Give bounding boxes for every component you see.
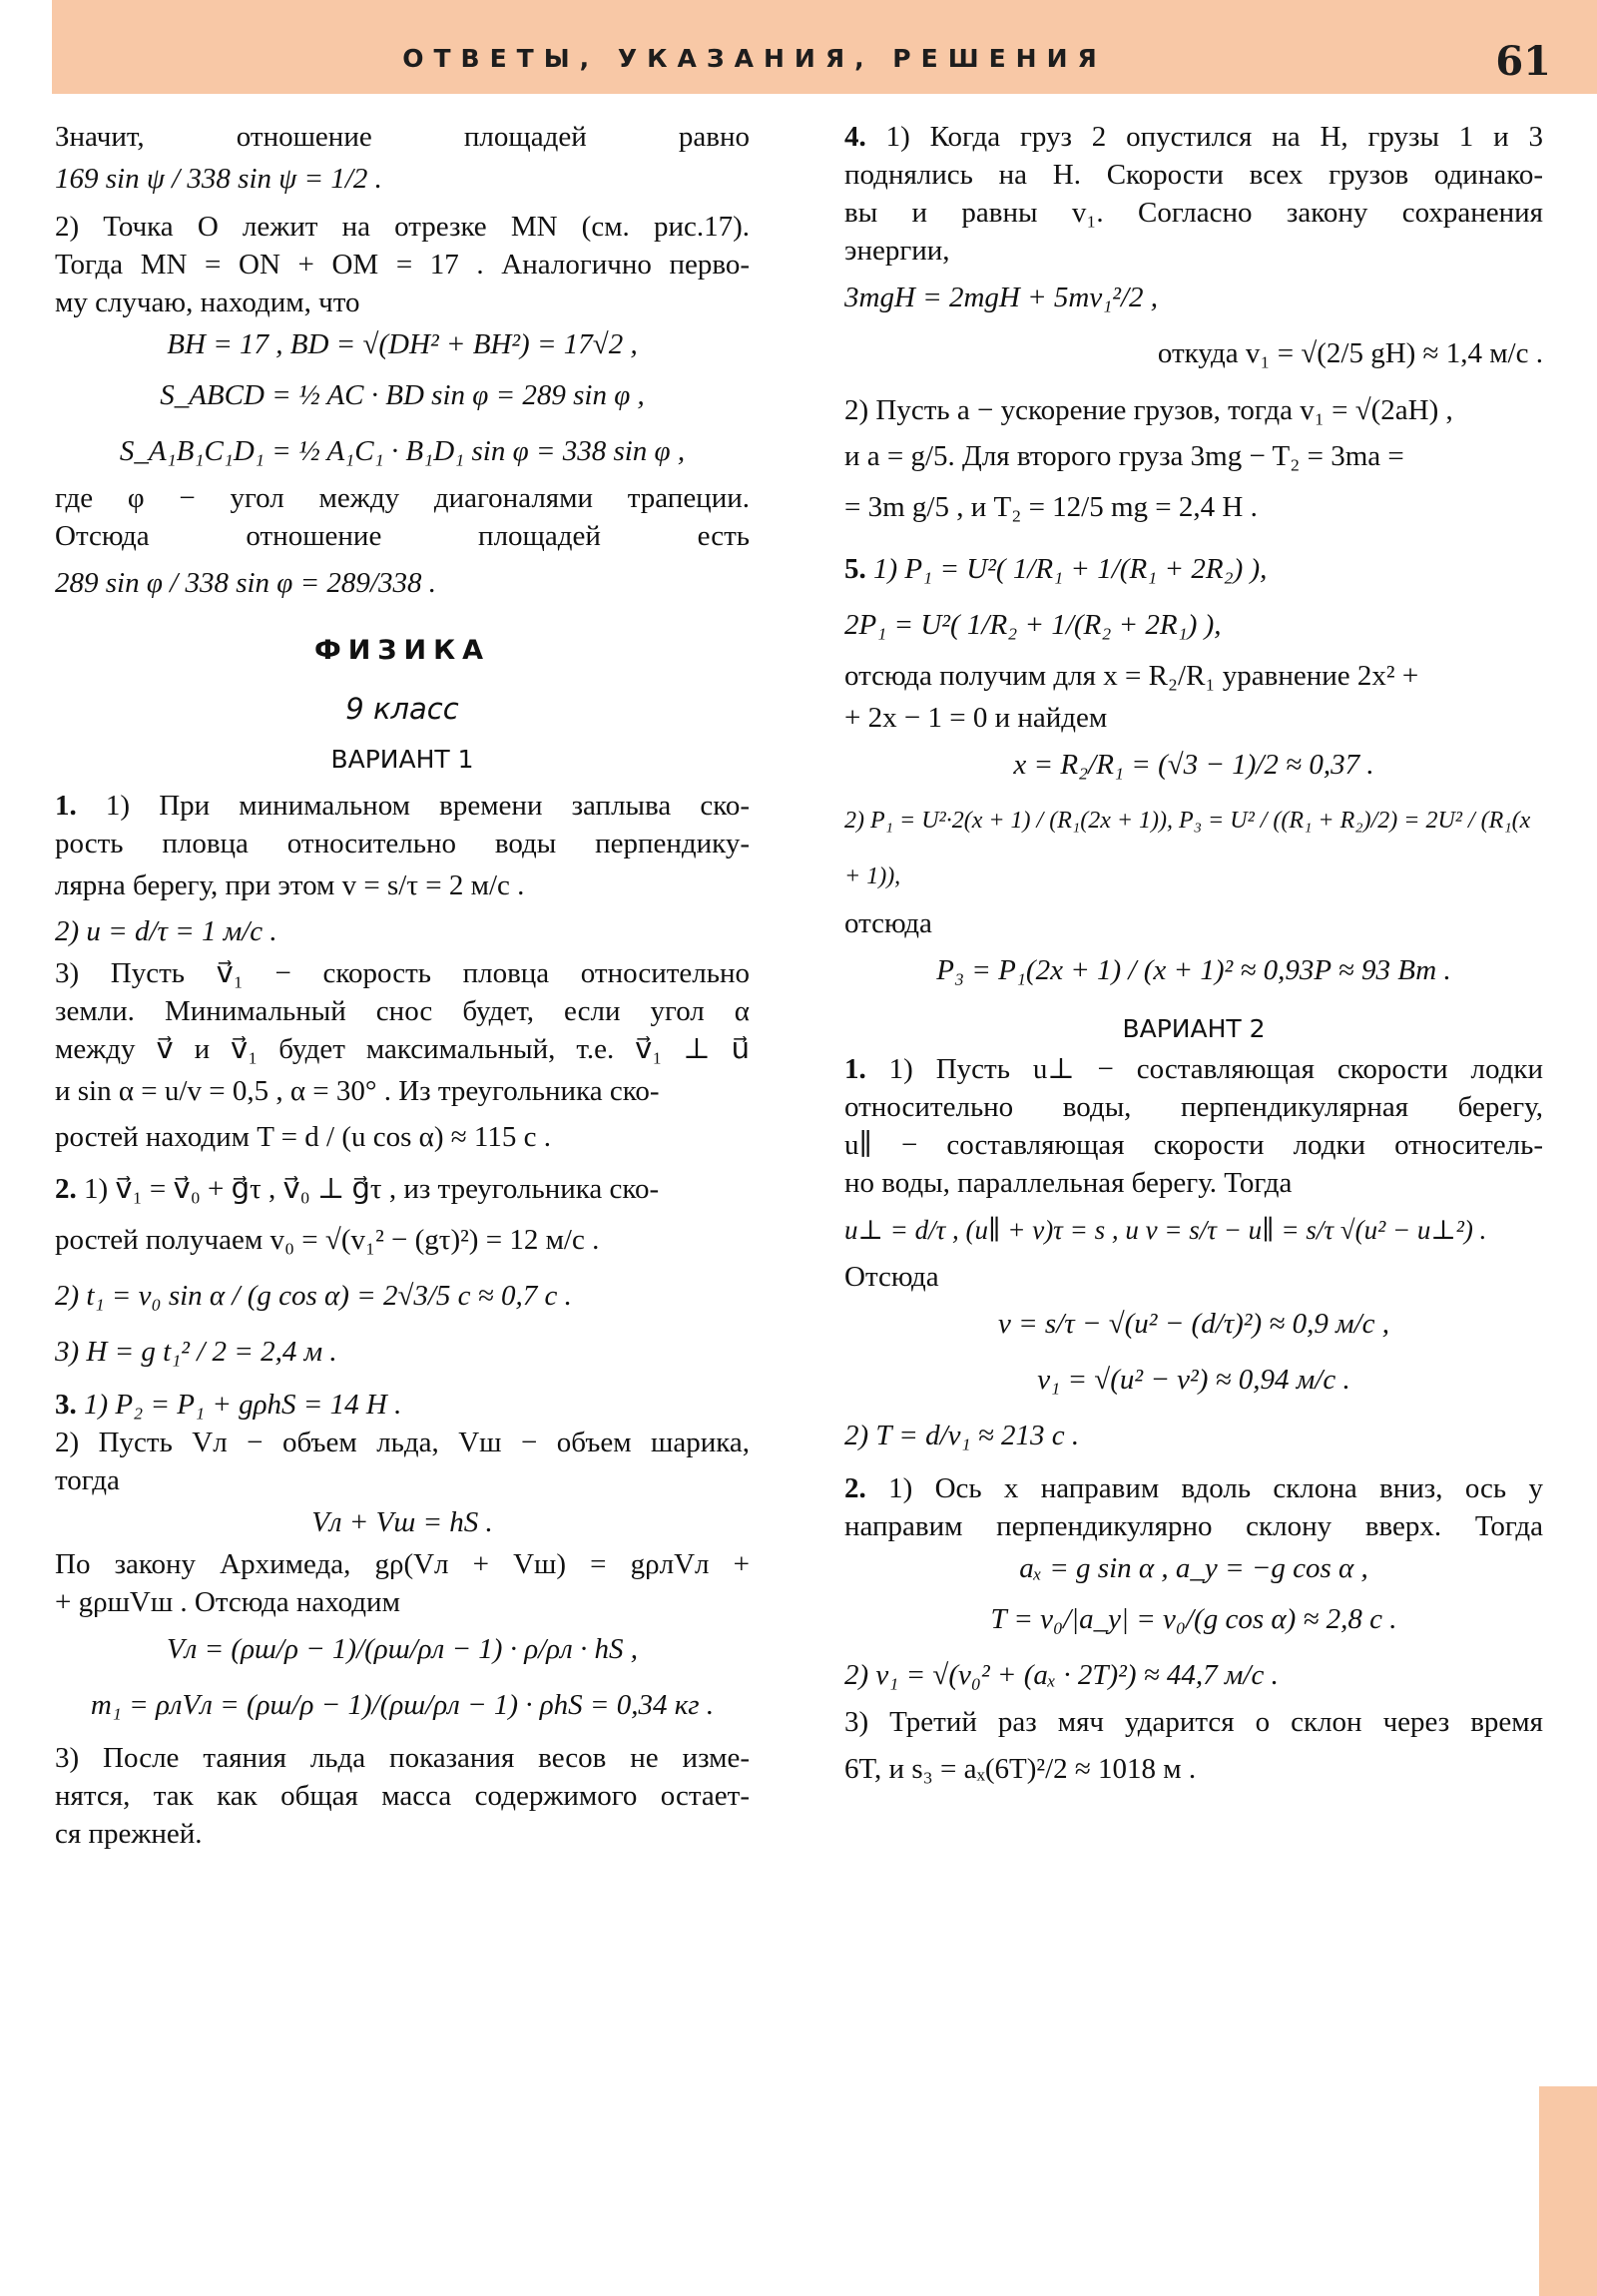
problem-number: 3.	[55, 1389, 77, 1421]
formula: Vл = (ρш/ρ − 1)/(ρш/ρл − 1) · ρ/ρл · hS ,	[166, 1633, 638, 1665]
text-line: поднялись на H. Скорости всех грузов одинако-	[844, 159, 1543, 191]
problem-4	[844, 118, 1543, 156]
text-line: вы и равны v₁. Согласно закону сохранения	[844, 197, 1543, 229]
text-line: и sin α = u/v = 0,5 , α = 30° . Из треугольника ско-	[55, 1075, 660, 1107]
formula: 6T, и s₃ = aₓ(6T)²/2 ≈ 1018 м .	[844, 1753, 1197, 1785]
text-line: отсюда	[844, 907, 932, 939]
text-line: отсюда получим для x = R₂/R₁ уравнение 2x² +	[844, 660, 1419, 692]
text-line: между v⃗ и v⃗₁ будет максимальный, т.е. v⃗₁ ⊥ u⃗	[55, 1033, 750, 1065]
formula: 2) P₁ = U²·2(x + 1) / (R₁(2x + 1)), P₃ = U² / ((R₁ + R₂)/2) = 2U² / (R₁(x + 1)),	[844, 808, 1531, 889]
grade-heading: 9 класс	[345, 692, 459, 726]
variant-heading: ВАРИАНТ 1	[330, 745, 474, 774]
text-line: рость пловца относительно воды перпендику-	[55, 828, 750, 860]
text-line: нятся, так как общая масса содержимого остает-	[55, 1780, 750, 1812]
text-line: относительно воды, перпендикулярная берегу,	[844, 1091, 1543, 1123]
problem-number: 2.	[844, 1472, 866, 1504]
text-line: тогда	[55, 1464, 120, 1496]
text-line: 3) Пусть v⃗₁ − скорость пловца относительно	[55, 957, 750, 989]
text-line: и a = g/5. Для второго груза 3mg − T₂ = 3ma =	[844, 440, 1404, 472]
formula: x = R₂/R₁ = (√3 − 1)/2 ≈ 0,37 .	[1013, 749, 1374, 781]
formula: 169 sin ψ / 338 sin ψ = 1/2 .	[55, 163, 382, 195]
problem-number: 1.	[844, 1053, 866, 1085]
text-line: 3) После таяния льда показания весов не изме-	[55, 1742, 750, 1774]
formula: v₁ = √(u² − v²) ≈ 0,94 м/с .	[1037, 1364, 1350, 1396]
formula: P₃ = P₁(2x + 1) / (x + 1)² ≈ 0,93P ≈ 93 Вт .	[936, 954, 1451, 986]
text-line: 2) Точка O лежит на отрезке MN (см. рис.17).	[55, 211, 750, 243]
formula: 289 sin φ / 338 sin φ = 289/338 .	[55, 567, 436, 599]
text-line: лярна берегу, при этом v = s/τ = 2 м/с .	[55, 869, 525, 901]
text-line: ся прежней.	[55, 1818, 203, 1850]
problem-3	[55, 1386, 750, 1424]
text-line: но воды, параллельная берегу. Тогда	[844, 1167, 1293, 1199]
text-line: земли. Минимальный снос будет, если угол α	[55, 995, 750, 1027]
text-line: Отсюда отношение площадей есть	[55, 520, 750, 552]
problem-number: 1.	[55, 790, 77, 822]
formula: S_ABCD = ½ AC · BD sin φ = 289 sin φ ,	[160, 379, 645, 411]
text-line: ростей находим T = d / (u cos α) ≈ 115 с .	[55, 1121, 551, 1153]
text-line: + gρшVш . Отсюда находим	[55, 1586, 400, 1618]
problem-1	[55, 787, 750, 825]
formula: m₁ = ρлVл = (ρш/ρ − 1)/(ρш/ρл − 1) · ρhS = 0,34 кг .	[90, 1689, 715, 1721]
text-line: где φ − угол между диагоналями трапеции.	[55, 482, 750, 514]
page-header	[52, 0, 1597, 94]
formula: откуда v₁ = √(2/5 gH) ≈ 1,4 м/с .	[1157, 337, 1543, 369]
variant-heading: ВАРИАНТ 2	[1122, 1014, 1266, 1043]
section-heading: ФИЗИКА	[313, 635, 491, 666]
formula: S_A₁B₁C₁D₁ = ½ A₁C₁ · B₁D₁ sin φ = 338 sin φ ,	[119, 435, 686, 467]
problem-number: 4.	[844, 121, 866, 153]
text-line: Значит, отношение площадей равно	[55, 121, 750, 153]
formula: u⊥ = d/τ , (u∥ + v)τ = s , и v = s/τ − u∥ = s/τ √(u² − u⊥²) .	[844, 1215, 1487, 1245]
text-line: 1) При минимальном времени заплыва ско-	[105, 790, 750, 822]
problem-number: 5.	[844, 553, 866, 585]
problem-number: 2.	[55, 1173, 77, 1205]
right-column	[844, 118, 1543, 1797]
formula: 2) T = d/v₁ ≈ 213 с .	[844, 1420, 1080, 1451]
text-line: Тогда MN = ON + OM = 17 . Аналогично перво-	[55, 249, 750, 281]
formula: 1) P₂ = P₁ + gρhS = 14 Н .	[84, 1389, 402, 1421]
page-number: 61	[1495, 38, 1551, 85]
formula: 2) u = d/τ = 1 м/с .	[55, 915, 277, 947]
text-line: 1) Ось x направим вдоль склона вниз, ось y	[888, 1472, 1543, 1504]
text-line: 1) Когда груз 2 опустился на H, грузы 1 и 3	[885, 121, 1544, 153]
text-line: + 2x − 1 = 0 и найдем	[844, 702, 1108, 734]
text-line: направим перпендикулярно склону вверх. Тогда	[844, 1510, 1543, 1542]
formula: T = v₀/|a_y| = v₀/(g cos α) ≈ 2,8 с .	[990, 1603, 1397, 1635]
formula: 3) H = g t₁² / 2 = 2,4 м .	[55, 1336, 337, 1368]
page-corner-tab	[1539, 2086, 1597, 2296]
text-line: По закону Архимеда, gρ(Vл + Vш) = gρлVл +	[55, 1548, 750, 1580]
problem-6	[844, 1050, 1543, 1088]
formula: 2P₁ = U²( 1/R₂ + 1/(R₂ + 2R₁) ),	[844, 609, 1222, 641]
text-line: 3) Третий раз мяч ударится о склон через время	[844, 1706, 1543, 1738]
text-line: 1) v⃗₁ = v⃗₀ + g⃗τ , v⃗₀ ⊥ g⃗τ , из треугольника ско-	[84, 1173, 660, 1205]
text-line: ростей получаем v₀ = √(v₁² − (gτ)²) = 12 м/с .	[55, 1224, 600, 1256]
problem-2	[55, 1166, 750, 1212]
formula: v = s/τ − √(u² − (d/τ)²) ≈ 0,9 м/с ,	[997, 1308, 1390, 1340]
text-line: му случаю, находим, что	[55, 287, 360, 318]
text-line: = 3m g/5 , и T₂ = 12/5 mg = 2,4 Н .	[844, 491, 1258, 523]
text-line: Отсюда	[844, 1261, 939, 1293]
left-column	[55, 118, 750, 1853]
problem-5	[844, 541, 1543, 597]
text-line: 1) Пусть u⊥ − составляющая скорости лодки	[888, 1053, 1544, 1085]
formula: 3mgH = 2mgH + 5mv₁²/2 ,	[844, 282, 1159, 313]
formula: 1) P₁ = U²( 1/R₁ + 1/(R₁ + 2R₂) ),	[873, 553, 1268, 585]
text-line: u∥ − составляющая скорости лодки относитель-	[844, 1129, 1543, 1161]
formula: 2) v₁ = √(v₀² + (aₓ · 2T)²) ≈ 44,7 м/с .	[844, 1659, 1279, 1691]
formula: 2) t₁ = v₀ sin α / (g cos α) = 2√3/5 с ≈ 0,7 с .	[55, 1280, 572, 1312]
formula: BH = 17 , BD = √(DH² + BH²) = 17√2 ,	[167, 328, 638, 360]
running-title: ОТВЕТЫ, УКАЗАНИЯ, РЕШЕНИЯ	[402, 44, 1107, 73]
problem-7	[844, 1469, 1543, 1507]
text-line: 2) Пусть a − ускорение грузов, тогда v₁ = √(2aH) ,	[844, 394, 1453, 426]
formula: aₓ = g sin α , a_y = −g cos α ,	[1019, 1552, 1368, 1584]
text-line: энергии,	[844, 235, 950, 267]
formula: Vл + Vш = hS .	[311, 1506, 493, 1538]
text-line: 2) Пусть Vл − объем льда, Vш − объем шарика,	[55, 1427, 750, 1458]
